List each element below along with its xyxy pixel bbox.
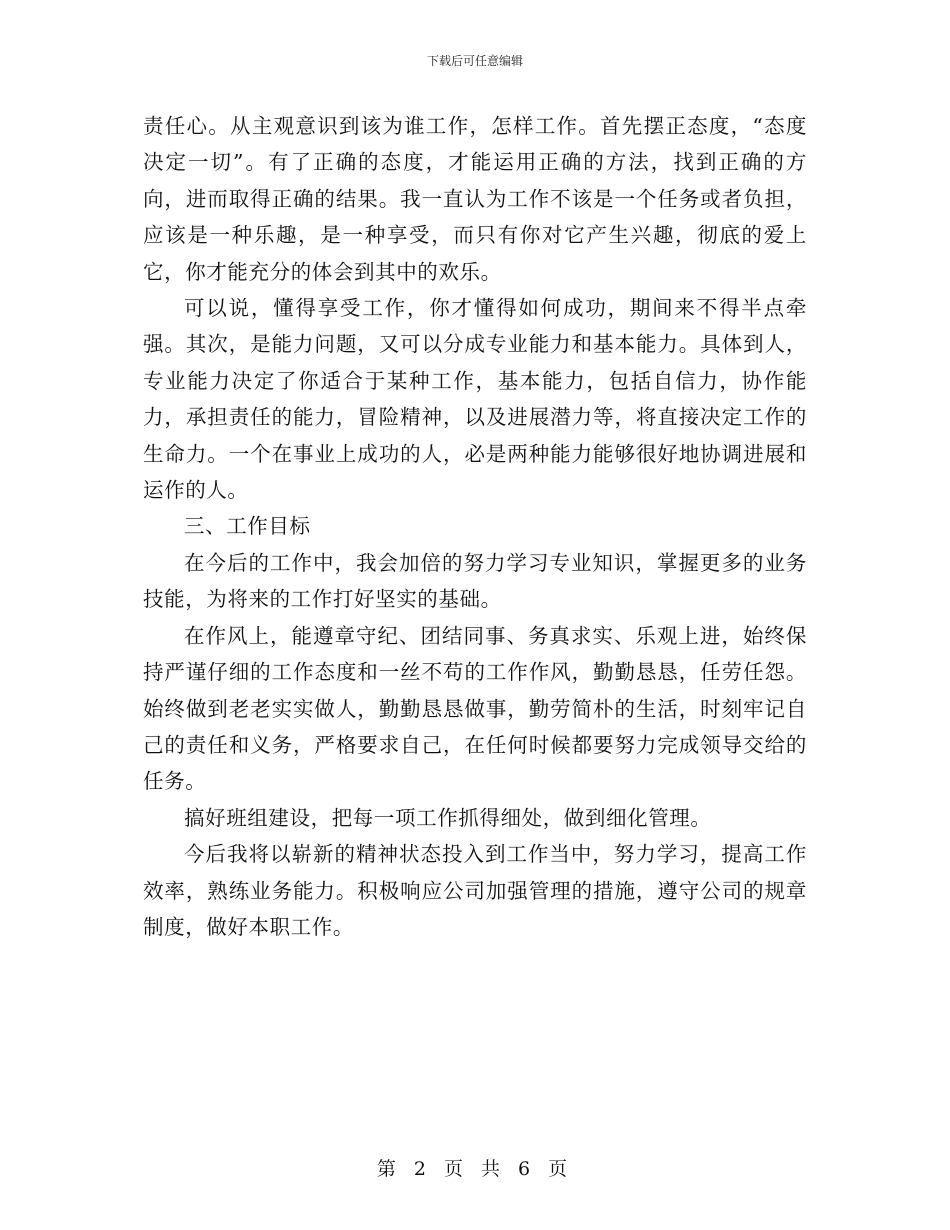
paragraph-1: 责任心。从主观意识到该为谁工作，怎样工作。首先摆正态度，“态度决定一切”。有了正确的态度，才能运用正确的方法，找到正确的方向，进而取得正确的结果。我一直认为工作不该是一个任务或者负担，应该是一种乐趣，是一种享受，而只有你对它产生兴趣，彻底的爱上它，你才能充分的体会到其中的欢乐。 <box>143 114 807 284</box>
paragraph-3: 在今后的工作中，我会加倍的努力学习专业知识，掌握更多的业务技能，为将来的工作打好坚实的基础。 <box>143 550 807 612</box>
paragraph-6: 今后我将以崭新的精神状态投入到工作当中，努力学习，提高工作效率，熟练业务能力。积极响应公司加强管理的措施，遵守公司的规章制度，做好本职工作。 <box>143 842 807 939</box>
page-header: 下载后可任意编辑 <box>426 54 523 68</box>
paragraph-5: 搞好班组建设，把每一项工作抓得细处，做到细化管理。 <box>184 805 712 830</box>
document-body <box>143 108 807 945</box>
paragraph-4: 在作风上，能遵章守纪、团结同事、务真求实、乐观上进，始终保持严谨仔细的工作态度和一丝不苟的工作作风，勤勤恳恳，任劳任怨。始终做到老老实实做人，勤勤恳恳做事，勤劳简朴的生活，时刻牢记自己的责任和义务，严格要求自己，在任何时候都要努力完成领导交给的任务。 <box>143 623 807 794</box>
paragraph-2: 可以说，懂得享受工作，你才懂得如何成功，期间来不得半点牵强。其次，是能力问题，又可以分成专业能力和基本能力。具体到人，专业能力决定了你适合于某种工作，基本能力，包括自信力，协作能力，承担责任的能力，冒险精神，以及进展潜力等，将直接决定工作的生命力。一个在事业上成功的人，必是两种能力能够很好地协调进展和运作的人。 <box>143 296 807 503</box>
section-heading: 三、工作目标 <box>184 514 311 539</box>
page-number: 第 2 页 共 6 页 <box>376 1158 574 1180</box>
